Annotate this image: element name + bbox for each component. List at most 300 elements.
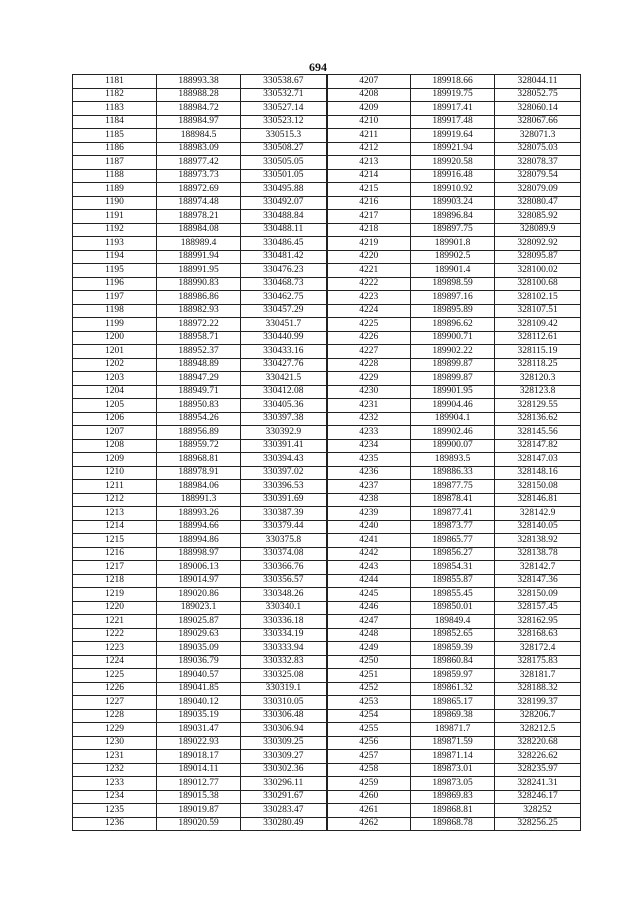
x-coordinate-cell: 188982.93	[157, 304, 241, 318]
x-coordinate-cell: 189020.86	[157, 588, 241, 602]
x-coordinate-cell: 188993.38	[157, 75, 241, 89]
point-number-cell: 1235	[73, 804, 157, 818]
y-coordinate-cell: 328078.37	[495, 156, 581, 170]
y-coordinate-cell: 328107.51	[495, 304, 581, 318]
y-coordinate-cell: 328188.32	[495, 682, 581, 696]
point-number-cell: 4254	[327, 709, 411, 723]
point-number-cell: 1201	[73, 345, 157, 359]
point-number-cell: 1195	[73, 264, 157, 278]
point-number-cell: 4213	[327, 156, 411, 170]
point-number-cell: 1183	[73, 102, 157, 116]
x-coordinate-cell: 189855.45	[411, 588, 495, 602]
y-coordinate-cell: 330387.39	[241, 507, 327, 521]
x-coordinate-cell: 189919.75	[411, 88, 495, 102]
x-coordinate-cell: 188947.29	[157, 372, 241, 386]
point-number-cell: 4247	[327, 615, 411, 629]
x-coordinate-cell: 189015.38	[157, 790, 241, 804]
table-row	[73, 574, 581, 588]
point-number-cell: 1188	[73, 169, 157, 183]
table-row	[73, 655, 581, 669]
point-number-cell: 4241	[327, 534, 411, 548]
point-number-cell: 4251	[327, 669, 411, 683]
table-row	[73, 304, 581, 318]
point-number-cell: 4232	[327, 412, 411, 426]
table-row	[73, 763, 581, 777]
y-coordinate-cell: 328085.92	[495, 210, 581, 224]
y-coordinate-cell: 328044.11	[495, 75, 581, 89]
x-coordinate-cell: 189852.65	[411, 628, 495, 642]
x-coordinate-cell: 188949.71	[157, 385, 241, 399]
y-coordinate-cell: 328095.87	[495, 250, 581, 264]
point-number-cell: 1210	[73, 466, 157, 480]
y-coordinate-cell: 330302.36	[241, 763, 327, 777]
y-coordinate-cell: 328168.63	[495, 628, 581, 642]
y-coordinate-cell: 330356.57	[241, 574, 327, 588]
x-coordinate-cell: 188984.5	[157, 129, 241, 143]
x-coordinate-cell: 188991.95	[157, 264, 241, 278]
y-coordinate-cell: 328140.05	[495, 520, 581, 534]
point-number-cell: 1207	[73, 426, 157, 440]
x-coordinate-cell: 189901.95	[411, 385, 495, 399]
x-coordinate-cell: 189873.05	[411, 777, 495, 791]
y-coordinate-cell: 328150.08	[495, 480, 581, 494]
point-number-cell: 4220	[327, 250, 411, 264]
point-number-cell: 4208	[327, 88, 411, 102]
y-coordinate-cell: 330319.1	[241, 682, 327, 696]
point-number-cell: 4211	[327, 129, 411, 143]
y-coordinate-cell: 330476.23	[241, 264, 327, 278]
x-coordinate-cell: 189012.77	[157, 777, 241, 791]
x-coordinate-cell: 188994.86	[157, 534, 241, 548]
x-coordinate-cell: 189903.24	[411, 196, 495, 210]
table-row	[73, 385, 581, 399]
point-number-cell: 4245	[327, 588, 411, 602]
table-row	[73, 412, 581, 426]
x-coordinate-cell: 189873.01	[411, 763, 495, 777]
x-coordinate-cell: 189025.87	[157, 615, 241, 629]
x-coordinate-cell: 189917.48	[411, 115, 495, 129]
point-number-cell: 4261	[327, 804, 411, 818]
table-row	[73, 507, 581, 521]
point-number-cell: 4222	[327, 277, 411, 291]
point-number-cell: 1209	[73, 453, 157, 467]
x-coordinate-cell: 189849.4	[411, 615, 495, 629]
table-row	[73, 264, 581, 278]
table-row	[73, 156, 581, 170]
table-row	[73, 520, 581, 534]
point-number-cell: 4262	[327, 817, 411, 831]
y-coordinate-cell: 330501.05	[241, 169, 327, 183]
y-coordinate-cell: 330481.42	[241, 250, 327, 264]
point-number-cell: 4210	[327, 115, 411, 129]
point-number-cell: 1203	[73, 372, 157, 386]
table-row	[73, 399, 581, 413]
point-number-cell: 1204	[73, 385, 157, 399]
x-coordinate-cell: 188994.66	[157, 520, 241, 534]
y-coordinate-cell: 330336.18	[241, 615, 327, 629]
table-row	[73, 358, 581, 372]
point-number-cell: 1184	[73, 115, 157, 129]
y-coordinate-cell: 328052.75	[495, 88, 581, 102]
x-coordinate-cell: 188998.97	[157, 547, 241, 561]
y-coordinate-cell: 330523.12	[241, 115, 327, 129]
point-number-cell: 4248	[327, 628, 411, 642]
y-coordinate-cell: 328136.62	[495, 412, 581, 426]
x-coordinate-cell: 189917.41	[411, 102, 495, 116]
y-coordinate-cell: 328080.47	[495, 196, 581, 210]
y-coordinate-cell: 330391.41	[241, 439, 327, 453]
y-coordinate-cell: 328175.83	[495, 655, 581, 669]
page-number: 694	[309, 60, 327, 74]
x-coordinate-cell: 188952.37	[157, 345, 241, 359]
y-coordinate-cell: 330405.36	[241, 399, 327, 413]
point-number-cell: 4221	[327, 264, 411, 278]
y-coordinate-cell: 328079.09	[495, 183, 581, 197]
x-coordinate-cell: 189865.77	[411, 534, 495, 548]
y-coordinate-cell: 330283.47	[241, 804, 327, 818]
table-row	[73, 709, 581, 723]
y-coordinate-cell: 328145.56	[495, 426, 581, 440]
table-row	[73, 682, 581, 696]
table-row	[73, 696, 581, 710]
y-coordinate-cell: 328226.62	[495, 750, 581, 764]
point-number-cell: 4243	[327, 561, 411, 575]
point-number-cell: 4239	[327, 507, 411, 521]
x-coordinate-cell: 189921.94	[411, 142, 495, 156]
x-coordinate-cell: 188984.06	[157, 480, 241, 494]
point-number-cell: 1186	[73, 142, 157, 156]
x-coordinate-cell: 189031.47	[157, 723, 241, 737]
point-number-cell: 4237	[327, 480, 411, 494]
point-number-cell: 1208	[73, 439, 157, 453]
y-coordinate-cell: 328089.9	[495, 223, 581, 237]
y-coordinate-cell: 330488.84	[241, 210, 327, 224]
table-row	[73, 129, 581, 143]
x-coordinate-cell: 188950.83	[157, 399, 241, 413]
point-number-cell: 4249	[327, 642, 411, 656]
point-number-cell: 4227	[327, 345, 411, 359]
y-coordinate-cell: 328067.66	[495, 115, 581, 129]
table-body	[73, 75, 581, 831]
x-coordinate-cell: 189916.48	[411, 169, 495, 183]
y-coordinate-cell: 328120.3	[495, 372, 581, 386]
y-coordinate-cell: 328071.3	[495, 129, 581, 143]
y-coordinate-cell: 330440.99	[241, 331, 327, 345]
y-coordinate-cell: 328102.15	[495, 291, 581, 305]
table-row	[73, 777, 581, 791]
table-row	[73, 466, 581, 480]
table-row	[73, 642, 581, 656]
table-row	[73, 88, 581, 102]
table-row	[73, 750, 581, 764]
table-row	[73, 480, 581, 494]
table-row	[73, 250, 581, 264]
x-coordinate-cell: 189904.1	[411, 412, 495, 426]
point-number-cell: 1236	[73, 817, 157, 831]
y-coordinate-cell: 328212.5	[495, 723, 581, 737]
x-coordinate-cell: 189859.97	[411, 669, 495, 683]
y-coordinate-cell: 328220.68	[495, 736, 581, 750]
y-coordinate-cell: 328157.45	[495, 601, 581, 615]
x-coordinate-cell: 189873.77	[411, 520, 495, 534]
y-coordinate-cell: 328246.17	[495, 790, 581, 804]
y-coordinate-cell: 328148.16	[495, 466, 581, 480]
point-number-cell: 4214	[327, 169, 411, 183]
x-coordinate-cell: 189900.71	[411, 331, 495, 345]
point-number-cell: 1222	[73, 628, 157, 642]
x-coordinate-cell: 188956.89	[157, 426, 241, 440]
x-coordinate-cell: 189877.75	[411, 480, 495, 494]
x-coordinate-cell: 188984.08	[157, 223, 241, 237]
table-row	[73, 439, 581, 453]
x-coordinate-cell: 189861.32	[411, 682, 495, 696]
x-coordinate-cell: 189869.38	[411, 709, 495, 723]
x-coordinate-cell: 189897.75	[411, 223, 495, 237]
table-row	[73, 615, 581, 629]
point-number-cell: 4257	[327, 750, 411, 764]
y-coordinate-cell: 328150.09	[495, 588, 581, 602]
x-coordinate-cell: 189022.93	[157, 736, 241, 750]
y-coordinate-cell: 330396.53	[241, 480, 327, 494]
point-number-cell: 4218	[327, 223, 411, 237]
y-coordinate-cell: 330412.08	[241, 385, 327, 399]
point-number-cell: 4259	[327, 777, 411, 791]
point-number-cell: 1185	[73, 129, 157, 143]
point-number-cell: 4231	[327, 399, 411, 413]
y-coordinate-cell: 330392.9	[241, 426, 327, 440]
y-coordinate-cell: 328235.97	[495, 763, 581, 777]
y-coordinate-cell: 328252	[495, 804, 581, 818]
y-coordinate-cell: 330532.71	[241, 88, 327, 102]
point-number-cell: 1182	[73, 88, 157, 102]
y-coordinate-cell: 328092.92	[495, 237, 581, 251]
table-row	[73, 817, 581, 831]
y-coordinate-cell: 330310.05	[241, 696, 327, 710]
point-number-cell: 1181	[73, 75, 157, 89]
x-coordinate-cell: 189006.13	[157, 561, 241, 575]
point-number-cell: 4234	[327, 439, 411, 453]
point-number-cell: 4246	[327, 601, 411, 615]
x-coordinate-cell: 188989.4	[157, 237, 241, 251]
y-coordinate-cell: 330488.11	[241, 223, 327, 237]
x-coordinate-cell: 189910.92	[411, 183, 495, 197]
x-coordinate-cell: 189860.84	[411, 655, 495, 669]
table-row	[73, 372, 581, 386]
x-coordinate-cell: 188984.72	[157, 102, 241, 116]
y-coordinate-cell: 330397.38	[241, 412, 327, 426]
y-coordinate-cell: 328100.68	[495, 277, 581, 291]
point-number-cell: 1230	[73, 736, 157, 750]
y-coordinate-cell: 330296.11	[241, 777, 327, 791]
y-coordinate-cell: 330375.8	[241, 534, 327, 548]
point-number-cell: 1216	[73, 547, 157, 561]
point-number-cell: 1221	[73, 615, 157, 629]
point-number-cell: 1205	[73, 399, 157, 413]
point-number-cell: 1228	[73, 709, 157, 723]
y-coordinate-cell: 328256.25	[495, 817, 581, 831]
x-coordinate-cell: 189902.22	[411, 345, 495, 359]
y-coordinate-cell: 328172.4	[495, 642, 581, 656]
x-coordinate-cell: 189040.12	[157, 696, 241, 710]
y-coordinate-cell: 330495.88	[241, 183, 327, 197]
x-coordinate-cell: 189901.8	[411, 237, 495, 251]
table-row	[73, 75, 581, 89]
y-coordinate-cell: 330486.45	[241, 237, 327, 251]
table-row	[73, 210, 581, 224]
x-coordinate-cell: 188973.73	[157, 169, 241, 183]
x-coordinate-cell: 189919.64	[411, 129, 495, 143]
y-coordinate-cell: 330340.1	[241, 601, 327, 615]
point-number-cell: 4226	[327, 331, 411, 345]
point-number-cell: 4256	[327, 736, 411, 750]
y-coordinate-cell: 328109.42	[495, 318, 581, 332]
y-coordinate-cell: 328147.36	[495, 574, 581, 588]
y-coordinate-cell: 330397.02	[241, 466, 327, 480]
x-coordinate-cell: 189018.17	[157, 750, 241, 764]
y-coordinate-cell: 330451.7	[241, 318, 327, 332]
y-coordinate-cell: 330333.94	[241, 642, 327, 656]
x-coordinate-cell: 188974.48	[157, 196, 241, 210]
point-number-cell: 1217	[73, 561, 157, 575]
x-coordinate-cell: 188984.97	[157, 115, 241, 129]
x-coordinate-cell: 189897.16	[411, 291, 495, 305]
x-coordinate-cell: 188968.81	[157, 453, 241, 467]
point-number-cell: 1197	[73, 291, 157, 305]
x-coordinate-cell: 189895.89	[411, 304, 495, 318]
y-coordinate-cell: 330325.08	[241, 669, 327, 683]
table-row	[73, 804, 581, 818]
x-coordinate-cell: 189023.1	[157, 601, 241, 615]
point-number-cell: 4253	[327, 696, 411, 710]
x-coordinate-cell: 188978.21	[157, 210, 241, 224]
table-row	[73, 736, 581, 750]
x-coordinate-cell: 189896.84	[411, 210, 495, 224]
y-coordinate-cell: 330309.27	[241, 750, 327, 764]
x-coordinate-cell: 189856.27	[411, 547, 495, 561]
y-coordinate-cell: 330374.08	[241, 547, 327, 561]
y-coordinate-cell: 330527.14	[241, 102, 327, 116]
point-number-cell: 1214	[73, 520, 157, 534]
x-coordinate-cell: 188959.72	[157, 439, 241, 453]
table-row	[73, 183, 581, 197]
y-coordinate-cell: 328146.81	[495, 493, 581, 507]
x-coordinate-cell: 188977.42	[157, 156, 241, 170]
x-coordinate-cell: 189871.7	[411, 723, 495, 737]
table-row	[73, 291, 581, 305]
point-number-cell: 1202	[73, 358, 157, 372]
table-row	[73, 277, 581, 291]
y-coordinate-cell: 328115.19	[495, 345, 581, 359]
point-number-cell: 1196	[73, 277, 157, 291]
x-coordinate-cell: 189878.41	[411, 493, 495, 507]
point-number-cell: 4209	[327, 102, 411, 116]
point-number-cell: 4223	[327, 291, 411, 305]
x-coordinate-cell: 189035.09	[157, 642, 241, 656]
x-coordinate-cell: 189902.46	[411, 426, 495, 440]
x-coordinate-cell: 189041.85	[157, 682, 241, 696]
x-coordinate-cell: 189904.46	[411, 399, 495, 413]
point-number-cell: 4228	[327, 358, 411, 372]
x-coordinate-cell: 189918.66	[411, 75, 495, 89]
point-number-cell: 4230	[327, 385, 411, 399]
point-number-cell: 4258	[327, 763, 411, 777]
point-number-cell: 1234	[73, 790, 157, 804]
point-number-cell: 4219	[327, 237, 411, 251]
x-coordinate-cell: 189920.58	[411, 156, 495, 170]
table-row	[73, 534, 581, 548]
y-coordinate-cell: 330505.05	[241, 156, 327, 170]
x-coordinate-cell: 188948.89	[157, 358, 241, 372]
x-coordinate-cell: 189896.62	[411, 318, 495, 332]
table-row	[73, 723, 581, 737]
x-coordinate-cell: 188990.83	[157, 277, 241, 291]
x-coordinate-cell: 189854.31	[411, 561, 495, 575]
point-number-cell: 1199	[73, 318, 157, 332]
x-coordinate-cell: 189868.81	[411, 804, 495, 818]
y-coordinate-cell: 330427.76	[241, 358, 327, 372]
y-coordinate-cell: 330457.29	[241, 304, 327, 318]
point-number-cell: 4244	[327, 574, 411, 588]
y-coordinate-cell: 330391.69	[241, 493, 327, 507]
x-coordinate-cell: 188978.91	[157, 466, 241, 480]
point-number-cell: 4229	[327, 372, 411, 386]
x-coordinate-cell: 188986.86	[157, 291, 241, 305]
point-number-cell: 1226	[73, 682, 157, 696]
x-coordinate-cell: 188972.69	[157, 183, 241, 197]
y-coordinate-cell: 330538.67	[241, 75, 327, 89]
table-row	[73, 453, 581, 467]
point-number-cell: 4252	[327, 682, 411, 696]
y-coordinate-cell: 328199.37	[495, 696, 581, 710]
x-coordinate-cell: 189877.41	[411, 507, 495, 521]
table-row	[73, 318, 581, 332]
y-coordinate-cell: 328118.25	[495, 358, 581, 372]
table-row	[73, 426, 581, 440]
x-coordinate-cell: 189865.17	[411, 696, 495, 710]
y-coordinate-cell: 328138.92	[495, 534, 581, 548]
point-number-cell: 4217	[327, 210, 411, 224]
point-number-cell: 4224	[327, 304, 411, 318]
point-number-cell: 4207	[327, 75, 411, 89]
y-coordinate-cell: 328123.8	[495, 385, 581, 399]
y-coordinate-cell: 330492.07	[241, 196, 327, 210]
x-coordinate-cell: 189871.59	[411, 736, 495, 750]
table-row	[73, 561, 581, 575]
y-coordinate-cell: 330306.48	[241, 709, 327, 723]
y-coordinate-cell: 328138.78	[495, 547, 581, 561]
point-number-cell: 1192	[73, 223, 157, 237]
x-coordinate-cell: 188958.71	[157, 331, 241, 345]
y-coordinate-cell: 330394.43	[241, 453, 327, 467]
point-number-cell: 1218	[73, 574, 157, 588]
table-row	[73, 669, 581, 683]
point-number-cell: 4236	[327, 466, 411, 480]
point-number-cell: 1223	[73, 642, 157, 656]
x-coordinate-cell: 189014.11	[157, 763, 241, 777]
x-coordinate-cell: 189868.78	[411, 817, 495, 831]
y-coordinate-cell: 328129.55	[495, 399, 581, 413]
table-row	[73, 493, 581, 507]
point-number-cell: 1224	[73, 655, 157, 669]
point-number-cell: 1193	[73, 237, 157, 251]
x-coordinate-cell: 188993.26	[157, 507, 241, 521]
y-coordinate-cell: 330462.75	[241, 291, 327, 305]
y-coordinate-cell: 328147.82	[495, 439, 581, 453]
y-coordinate-cell: 328181.7	[495, 669, 581, 683]
point-number-cell: 4233	[327, 426, 411, 440]
point-number-cell: 1229	[73, 723, 157, 737]
point-number-cell: 1198	[73, 304, 157, 318]
